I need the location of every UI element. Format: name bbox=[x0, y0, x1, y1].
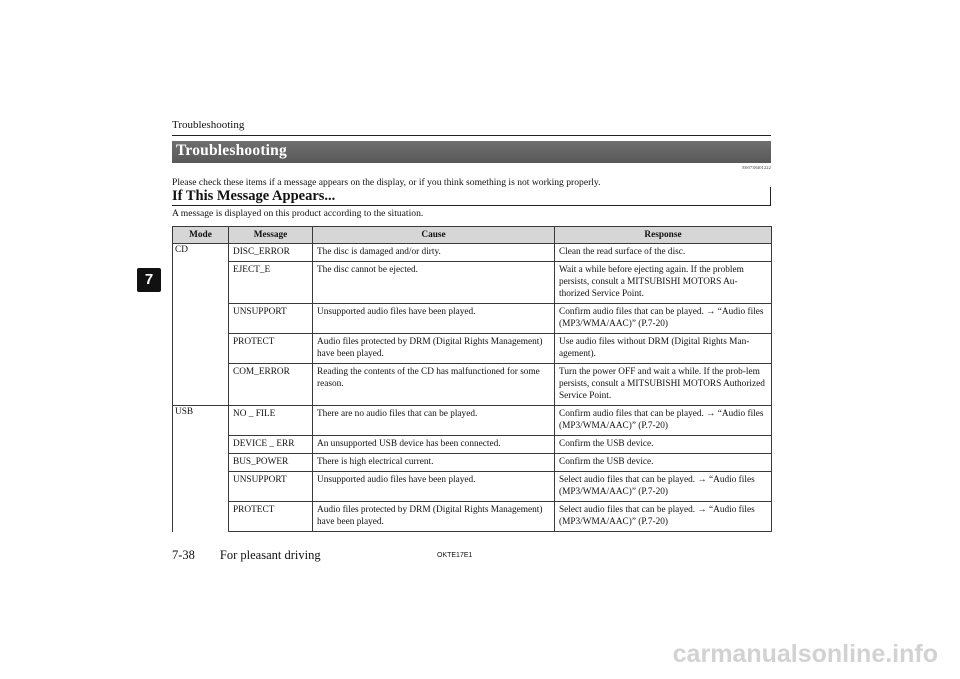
cell-message: DEVICE _ ERR bbox=[229, 436, 313, 454]
section-heading: If This Message Appears... bbox=[172, 188, 336, 204]
message-table bbox=[172, 226, 772, 532]
chapter-tab: 7 bbox=[137, 268, 161, 292]
cell-mode bbox=[173, 502, 229, 532]
cell-mode: USB bbox=[173, 406, 229, 436]
intro-text: Please check these items if a message appears on the display, or if you think something is not working properly. bbox=[172, 177, 601, 188]
watermark: carmanualsonline.info bbox=[672, 640, 938, 668]
cell-message: EJECT_E bbox=[229, 262, 313, 304]
cell-message: UNSUPPORT bbox=[229, 472, 313, 502]
table-row bbox=[173, 472, 772, 502]
table-row bbox=[173, 436, 772, 454]
table-header-row bbox=[173, 227, 772, 244]
cell-message: BUS_POWER bbox=[229, 454, 313, 472]
header-rule bbox=[172, 135, 771, 136]
table-row bbox=[173, 406, 772, 436]
cell-message: COM_ERROR bbox=[229, 364, 313, 406]
table-row bbox=[173, 334, 772, 364]
cell-response: Select audio files that can be played. → “Audio files (MP3/WMA/AAC)” (P.7-20) bbox=[555, 472, 772, 502]
section-intro: A message is displayed on this product according to the situation. bbox=[172, 208, 424, 219]
cell-response: Confirm audio files that can be played. → “Audio files (MP3/WMA/AAC)” (P.7-20) bbox=[555, 406, 772, 436]
cell-mode bbox=[173, 304, 229, 334]
cell-response: Confirm the USB device. bbox=[555, 436, 772, 454]
cell-message: DISC_ERROR bbox=[229, 244, 313, 262]
cell-cause: Audio files protected by DRM (Digital Rights Management) have been played. bbox=[313, 334, 555, 364]
cell-message: PROTECT bbox=[229, 502, 313, 532]
running-head: Troubleshooting bbox=[172, 119, 245, 131]
cell-mode bbox=[173, 454, 229, 472]
table-row bbox=[173, 454, 772, 472]
cell-response: Turn the power OFF and wait a while. If the prob-lem persists, consult a MITSUBISHI MOTORS Authorized Service Point. bbox=[555, 364, 772, 406]
cell-message: NO _ FILE bbox=[229, 406, 313, 436]
cell-response: Confirm the USB device. bbox=[555, 454, 772, 472]
cell-response: Wait a while before ejecting again. If the problem persists, consult a MITSUBISHI MOTORS Au-thorized Service Point. bbox=[555, 262, 772, 304]
cell-cause: Unsupported audio files have been played. bbox=[313, 472, 555, 502]
cell-response: Use audio files without DRM (Digital Rights Man-agement). bbox=[555, 334, 772, 364]
table-row bbox=[173, 304, 772, 334]
footer-code: OKTE17E1 bbox=[437, 552, 473, 559]
cell-cause: There are no audio files that can be played. bbox=[313, 406, 555, 436]
cell-mode bbox=[173, 334, 229, 364]
cell-cause: An unsupported USB device has been connected. bbox=[313, 436, 555, 454]
table-row bbox=[173, 364, 772, 406]
header-mode: Mode bbox=[173, 227, 229, 244]
cell-message: UNSUPPORT bbox=[229, 304, 313, 334]
cell-cause: The disc cannot be ejected. bbox=[313, 262, 555, 304]
table-row bbox=[173, 262, 772, 304]
cell-cause: There is high electrical current. bbox=[313, 454, 555, 472]
cell-mode bbox=[173, 262, 229, 304]
cell-mode bbox=[173, 364, 229, 406]
header-cause: Cause bbox=[313, 227, 555, 244]
doc-code: E00738401222 bbox=[742, 165, 771, 170]
page-title: Troubleshooting bbox=[176, 142, 287, 159]
header-response: Response bbox=[555, 227, 772, 244]
cell-response: Confirm audio files that can be played. → “Audio files (MP3/WMA/AAC)” (P.7-20) bbox=[555, 304, 772, 334]
section-rule-end bbox=[770, 187, 771, 206]
cell-cause: Audio files protected by DRM (Digital Rights Management) have been played. bbox=[313, 502, 555, 532]
section-rule bbox=[172, 205, 771, 206]
cell-mode bbox=[173, 472, 229, 502]
footer-page-label: 7-38 For pleasant driving bbox=[172, 548, 321, 562]
cell-message: PROTECT bbox=[229, 334, 313, 364]
cell-mode: CD bbox=[173, 244, 229, 262]
cell-cause: The disc is damaged and/or dirty. bbox=[313, 244, 555, 262]
title-bar bbox=[172, 141, 771, 163]
header-message: Message bbox=[229, 227, 313, 244]
cell-cause: Reading the contents of the CD has malfunctioned for some reason. bbox=[313, 364, 555, 406]
table-row bbox=[173, 244, 772, 262]
table-row bbox=[173, 502, 772, 532]
cell-mode bbox=[173, 436, 229, 454]
cell-response: Clean the read surface of the disc. bbox=[555, 244, 772, 262]
cell-cause: Unsupported audio files have been played. bbox=[313, 304, 555, 334]
cell-response: Select audio files that can be played. → “Audio files (MP3/WMA/AAC)” (P.7-20) bbox=[555, 502, 772, 532]
